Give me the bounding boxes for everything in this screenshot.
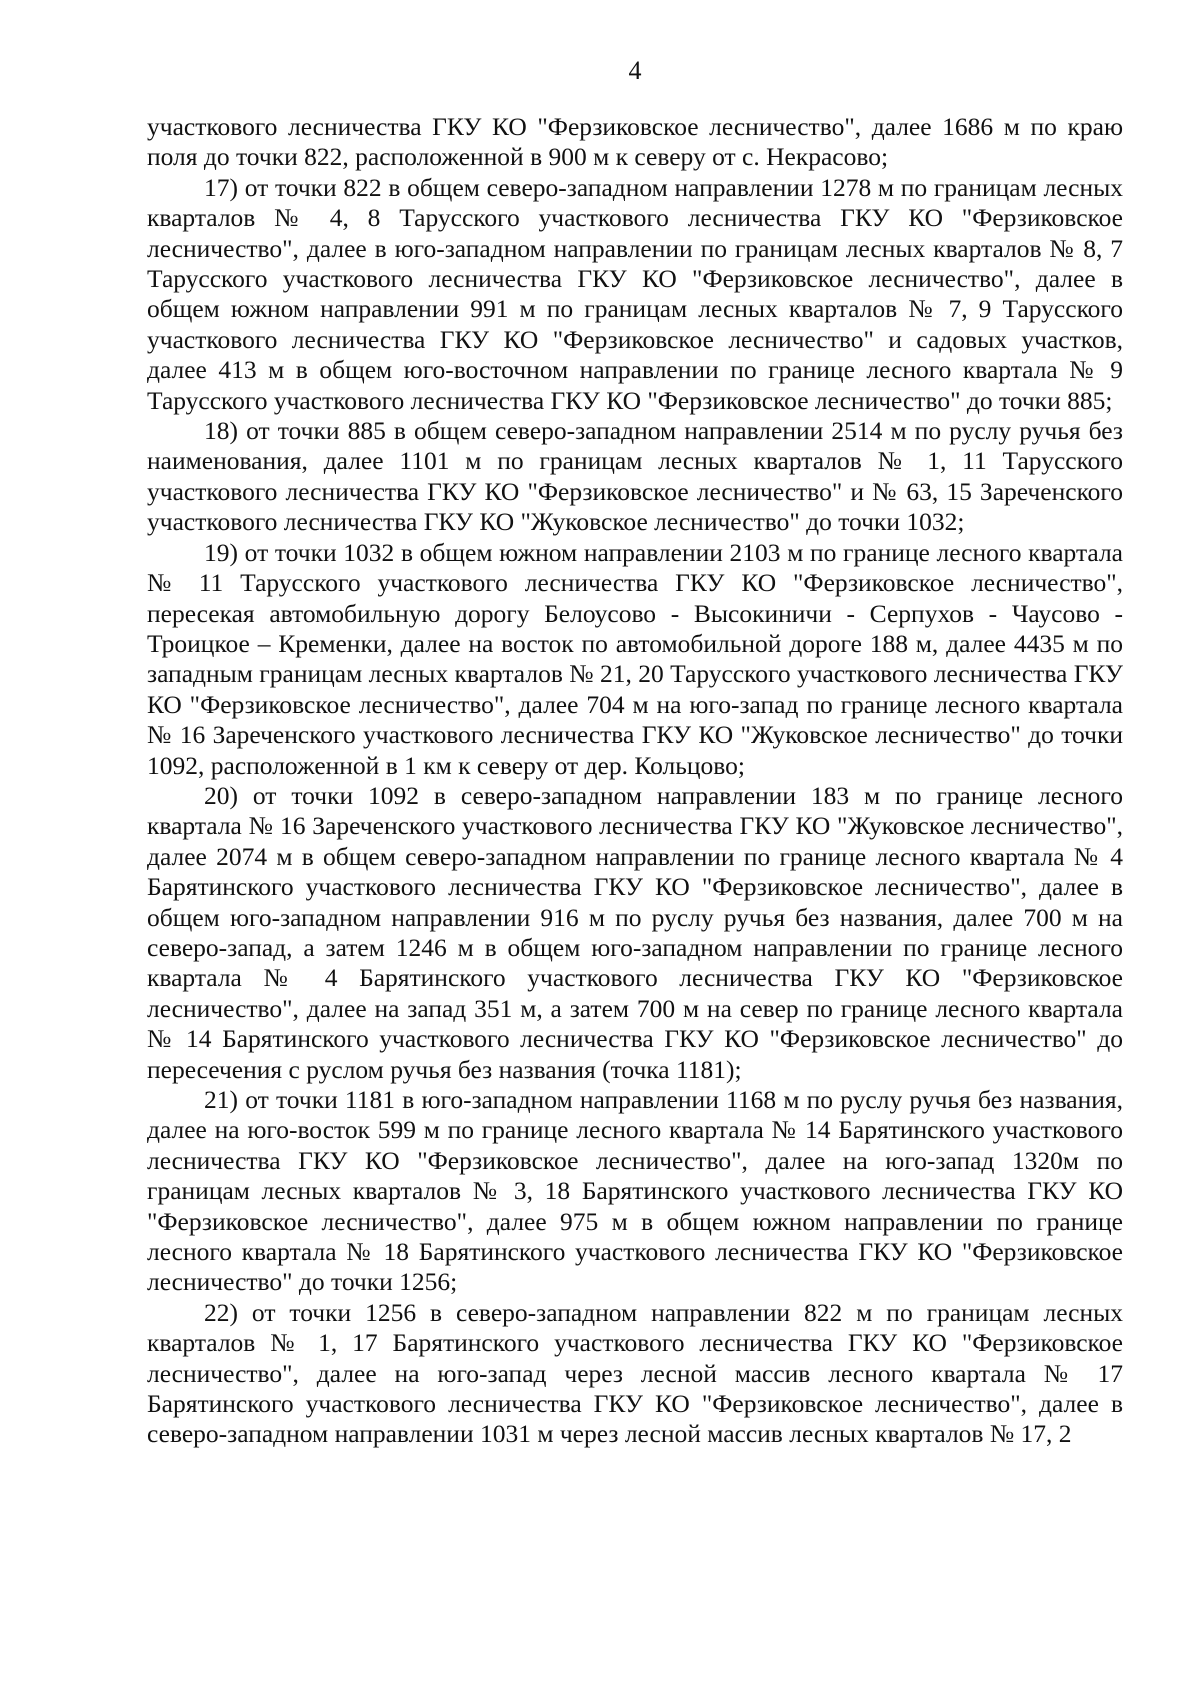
paragraph-item-19: 19) от точки 1032 в общем южном направлении 2103 м по границе лесного квартала № 11 Тарусского участкового лесничества ГКУ КО "Ферзиковское лесничество", пересекая автомобильную дорогу Белоусово - Высокиничи - Серпухов - Чаусово - Троицкое – Кременки, далее на восток по автомобильной дороге 188 м, далее 4435 м по западным границам лесных кварталов № 21, 20 Тарусского участкового лесничества ГКУ КО "Ферзиковское лесничество", далее 704 м на юго-запад по границе лесного квартала № 16 Зареченского участкового лесничества ГКУ КО "Жуковское лесничество" до точки 1092, расположенной в 1 км к северу от дер. Кольцово; — [147, 537, 1123, 780]
paragraph-item-22: 22) от точки 1256 в северо-западном направлении 822 м по границам лесных кварталов № 1, 17 Барятинского участкового лесничества ГКУ КО "Ферзиковское лесничество", далее на юго-запад через лесной массив лесного квартала № 17 Барятинского участкового лесничества ГКУ КО "Ферзиковское лесничество", далее в северо-западном направлении 1031 м через лесной массив лесных кварталов № 17, 2 — [147, 1297, 1123, 1449]
paragraph-item-20: 20) от точки 1092 в северо-западном направлении 183 м по границе лесного квартала № 16 Зареченского участкового лесничества ГКУ КО "Жуковское лесничество", далее 2074 м в общем северо-западном направлении по границе лесного квартала № 4 Барятинского участкового лесничества ГКУ КО "Ферзиковское лесничество", далее в общем юго-западном направлении 916 м по руслу ручья без названия, далее 700 м на северо-запад, а затем 1246 м в общем юго-западном направлении по границе лесного квартала № 4 Барятинского участкового лесничества ГКУ КО "Ферзиковское лесничество", далее на запад 351 м, а затем 700 м на север по границе лесного квартала № 14 Барятинского участкового лесничества ГКУ КО "Ферзиковское лесничество" до пересечения с руслом ручья без названия (точка 1181); — [147, 780, 1123, 1084]
paragraph-continuation: участкового лесничества ГКУ КО "Ферзиковское лесничество", далее 1686 м по краю поля до точки 822, расположенной в 900 м к северу от с. Некрасово; — [147, 112, 1123, 172]
page-number: 4 — [628, 56, 642, 85]
paragraph-item-17: 17) от точки 822 в общем северо-западном направлении 1278 м по границам лесных кварталов № 4, 8 Тарусского участкового лесничества ГКУ КО "Ферзиковское лесничество", далее в юго-западном направлении по границам лесных кварталов № 8, 7 Тарусского участкового лесничества ГКУ КО "Ферзиковское лесничество", далее в общем южном направлении 991 м по границам лесных кварталов № 7, 9 Тарусского участкового лесничества ГКУ КО "Ферзиковское лесничество" и садовых участков, далее 413 м в общем юго-восточном направлении по границе лесного квартала № 9 Тарусского участкового лесничества ГКУ КО "Ферзиковское лесничество" до точки 885; — [147, 172, 1123, 415]
document-body — [147, 112, 1123, 1450]
paragraph-item-21: 21) от точки 1181 в юго-западном направлении 1168 м по руслу ручья без названия, далее на юго-восток 599 м по границе лесного квартала № 14 Барятинского участкового лесничества ГКУ КО "Ферзиковское лесничество", далее на юго-запад 1320м по границам лесных кварталов № 3, 18 Барятинского участкового лесничества ГКУ КО "Ферзиковское лесничество", далее 975 м в общем южном направлении по границе лесного квартала № 18 Барятинского участкового лесничества ГКУ КО "Ферзиковское лесничество" до точки 1256; — [147, 1085, 1123, 1297]
paragraph-item-18: 18) от точки 885 в общем северо-западном направлении 2514 м по руслу ручья без наименования, далее 1101 м по границам лесных кварталов № 1, 11 Тарусского участкового лесничества ГКУ КО "Ферзиковское лесничество" и № 63, 15 Зареченского участкового лесничества ГКУ КО "Жуковское лесничество" до точки 1032; — [147, 416, 1123, 537]
